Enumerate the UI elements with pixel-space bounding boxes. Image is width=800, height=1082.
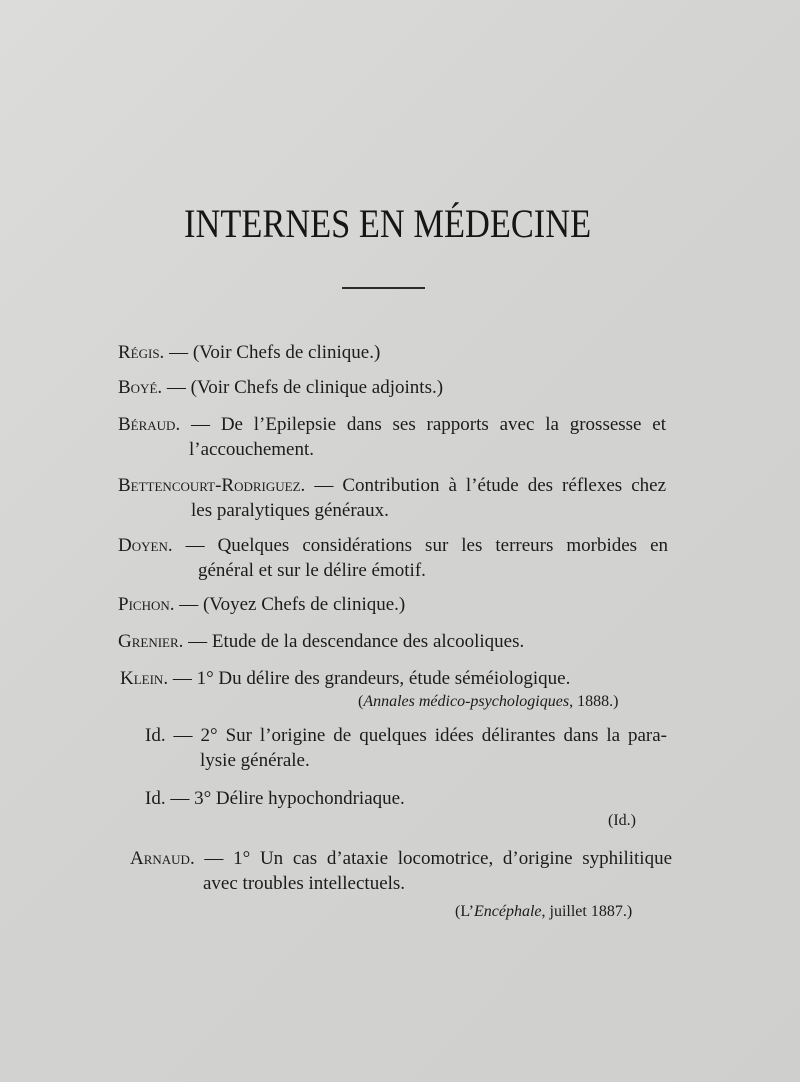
journal-title: Encéphale xyxy=(473,903,542,920)
entry-doyen xyxy=(118,533,668,583)
entry-name: Régis. xyxy=(118,342,165,363)
entry-text-cont: général et sur le délire émotif. xyxy=(198,560,426,581)
entry-arnaud xyxy=(130,846,672,896)
entry-text: — (Voir Chefs de clinique adjoints.) xyxy=(166,377,444,398)
source-klein-3: (Id.) xyxy=(608,812,636,829)
entry-name: Klein. xyxy=(120,668,169,689)
entry-beraud xyxy=(118,412,666,462)
entry-text: — Quelques considérations sur les terreurs morbides en xyxy=(185,535,668,556)
entry-name: Doyen. xyxy=(118,535,173,556)
entry-klein-3 xyxy=(145,786,665,811)
entry-name: Id. xyxy=(145,725,166,746)
entry-pichon xyxy=(118,592,668,617)
entry-text: — (Voyez Chefs de clinique.) xyxy=(179,594,406,615)
entry-text: — De l’Epilepsie dans ses rapports avec la grossesse et xyxy=(191,414,667,435)
entry-name: Bettencourt-Rodriguez. xyxy=(118,475,306,496)
entry-text-cont: avec troubles intellectuels. xyxy=(203,873,406,894)
entry-name: Id. xyxy=(145,788,166,809)
entry-text-cont: les paralytiques généraux. xyxy=(191,500,389,521)
entry-text: — 1° Du délire des grandeurs, étude séméiologique. xyxy=(172,668,571,689)
entry-text: — 2° Sur l’origine de quelques idées délirantes dans la para- xyxy=(173,725,668,746)
entry-name: Pichon. xyxy=(118,594,175,615)
page-title: INTERNES EN MÉDECINE xyxy=(184,201,592,246)
entry-text: — 1° Un cas d’ataxie locomotrice, d’origine syphilitique xyxy=(204,848,673,869)
entry-text: — (Voir Chefs de clinique.) xyxy=(169,342,381,363)
title-rule xyxy=(342,287,425,289)
entry-grenier xyxy=(118,629,668,654)
entry-bettencourt xyxy=(118,473,666,523)
entry-klein-2 xyxy=(145,723,667,773)
entry-name: Arnaud. xyxy=(130,848,195,869)
journal-title: Annales médico-psychologiques xyxy=(363,693,570,710)
entry-text-cont: l’accouchement. xyxy=(189,439,315,460)
entry-regis xyxy=(118,340,668,365)
entry-text: — Etude de la descendance des alcooliques. xyxy=(188,631,525,652)
source-arnaud: (L’Encéphale, juillet 1887.) xyxy=(455,903,633,920)
entry-text-cont: lysie générale. xyxy=(200,750,310,771)
entry-boye xyxy=(118,375,668,400)
entry-name: Béraud. xyxy=(118,414,181,435)
entry-text: — Contribution à l’étude des réflexes chez xyxy=(314,475,667,496)
source-klein-1: (Annales médico-psychologiques, 1888.) xyxy=(358,693,619,710)
entry-name: Boyé. xyxy=(118,377,163,398)
entry-name: Grenier. xyxy=(118,631,184,652)
entry-klein-1 xyxy=(120,666,670,691)
entry-text: — 3° Délire hypochondriaque. xyxy=(170,788,405,809)
